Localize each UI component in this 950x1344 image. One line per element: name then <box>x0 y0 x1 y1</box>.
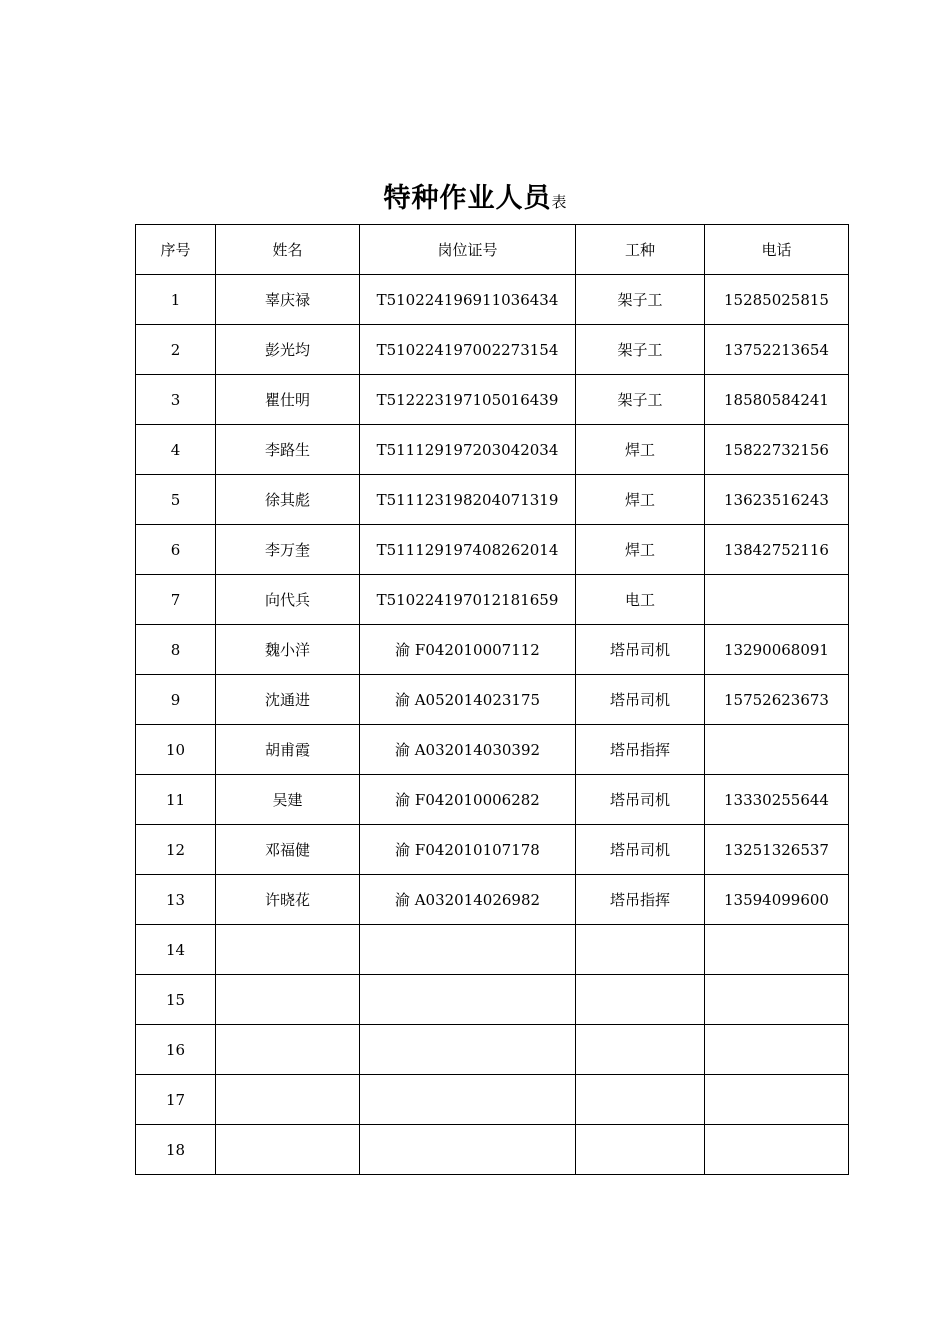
cell-cert: 渝 A032014030392 <box>360 725 576 775</box>
table-row <box>136 275 849 325</box>
cell-trade: 架子工 <box>576 375 705 425</box>
cell-name <box>216 1125 360 1175</box>
table-row <box>136 775 849 825</box>
cell-cert <box>360 1075 576 1125</box>
table-row <box>136 625 849 675</box>
cell-index: 18 <box>136 1125 216 1175</box>
cell-cert: T510224197002273154 <box>360 325 576 375</box>
cell-cert: 渝 F042010107178 <box>360 825 576 875</box>
table-row <box>136 675 849 725</box>
cell-cert <box>360 1125 576 1175</box>
cell-name: 李万奎 <box>216 525 360 575</box>
cell-name: 辜庆禄 <box>216 275 360 325</box>
cell-cert: 渝 F042010007112 <box>360 625 576 675</box>
cell-index: 8 <box>136 625 216 675</box>
cell-trade <box>576 1125 705 1175</box>
table-row <box>136 725 849 775</box>
cell-index: 2 <box>136 325 216 375</box>
cell-phone <box>705 725 849 775</box>
table-row <box>136 875 849 925</box>
table-row <box>136 425 849 475</box>
cell-phone <box>705 1025 849 1075</box>
table-header-row <box>136 225 849 275</box>
cell-name <box>216 975 360 1025</box>
cell-cert: 渝 F042010006282 <box>360 775 576 825</box>
cell-trade: 塔吊司机 <box>576 825 705 875</box>
cell-trade <box>576 975 705 1025</box>
cell-index: 1 <box>136 275 216 325</box>
table-row <box>136 1125 849 1175</box>
cell-cert: T510224196911036434 <box>360 275 576 325</box>
cell-trade: 塔吊司机 <box>576 775 705 825</box>
cell-phone: 13842752116 <box>705 525 849 575</box>
table-row <box>136 325 849 375</box>
table-row <box>136 575 849 625</box>
cell-cert: T511129197408262014 <box>360 525 576 575</box>
cell-phone <box>705 1125 849 1175</box>
cell-index: 16 <box>136 1025 216 1075</box>
cell-phone: 15752623673 <box>705 675 849 725</box>
cell-cert <box>360 925 576 975</box>
table-row <box>136 475 849 525</box>
table-row <box>136 375 849 425</box>
cell-index: 9 <box>136 675 216 725</box>
cell-name <box>216 1025 360 1075</box>
header-phone: 电话 <box>705 225 849 275</box>
cell-phone <box>705 1075 849 1125</box>
personnel-table <box>135 224 849 1175</box>
cell-index: 12 <box>136 825 216 875</box>
cell-phone: 13623516243 <box>705 475 849 525</box>
cell-name: 李路生 <box>216 425 360 475</box>
cell-name <box>216 1075 360 1125</box>
cell-cert: T512223197105016439 <box>360 375 576 425</box>
cell-cert <box>360 1025 576 1075</box>
cell-index: 14 <box>136 925 216 975</box>
cell-cert: 渝 A052014023175 <box>360 675 576 725</box>
cell-phone <box>705 575 849 625</box>
title-suffix: 表 <box>551 193 567 211</box>
cell-cert: T511129197203042034 <box>360 425 576 475</box>
cell-index: 15 <box>136 975 216 1025</box>
cell-name: 许晓花 <box>216 875 360 925</box>
table-row <box>136 975 849 1025</box>
table-row <box>136 1075 849 1125</box>
cell-index: 6 <box>136 525 216 575</box>
page-title <box>0 180 950 221</box>
cell-trade: 塔吊司机 <box>576 625 705 675</box>
cell-trade: 塔吊司机 <box>576 675 705 725</box>
cell-cert <box>360 975 576 1025</box>
cell-name: 向代兵 <box>216 575 360 625</box>
cell-phone <box>705 925 849 975</box>
cell-phone: 13330255644 <box>705 775 849 825</box>
cell-cert: T511123198204071319 <box>360 475 576 525</box>
cell-phone: 15822732156 <box>705 425 849 475</box>
cell-phone: 18580584241 <box>705 375 849 425</box>
cell-trade: 架子工 <box>576 275 705 325</box>
cell-trade: 塔吊指挥 <box>576 725 705 775</box>
cell-index: 4 <box>136 425 216 475</box>
header-index: 序号 <box>136 225 216 275</box>
cell-phone: 13290068091 <box>705 625 849 675</box>
table-row <box>136 925 849 975</box>
cell-trade: 架子工 <box>576 325 705 375</box>
cell-phone: 13752213654 <box>705 325 849 375</box>
cell-index: 3 <box>136 375 216 425</box>
cell-trade <box>576 1075 705 1125</box>
cell-index: 10 <box>136 725 216 775</box>
table-row <box>136 825 849 875</box>
cell-cert: T510224197012181659 <box>360 575 576 625</box>
header-cert: 岗位证号 <box>360 225 576 275</box>
cell-name: 吴建 <box>216 775 360 825</box>
cell-trade: 塔吊指挥 <box>576 875 705 925</box>
cell-trade <box>576 1025 705 1075</box>
cell-index: 13 <box>136 875 216 925</box>
cell-cert: 渝 A032014026982 <box>360 875 576 925</box>
header-name: 姓名 <box>216 225 360 275</box>
cell-name: 胡甫霞 <box>216 725 360 775</box>
cell-index: 7 <box>136 575 216 625</box>
title-main: 特种作业人员 <box>383 183 552 214</box>
cell-name <box>216 925 360 975</box>
cell-phone: 15285025815 <box>705 275 849 325</box>
cell-trade: 焊工 <box>576 425 705 475</box>
cell-phone: 13251326537 <box>705 825 849 875</box>
cell-name: 瞿仕明 <box>216 375 360 425</box>
cell-trade: 焊工 <box>576 525 705 575</box>
cell-phone <box>705 975 849 1025</box>
cell-index: 17 <box>136 1075 216 1125</box>
cell-index: 5 <box>136 475 216 525</box>
table-body <box>136 275 849 1175</box>
cell-name: 徐其彪 <box>216 475 360 525</box>
cell-trade <box>576 925 705 975</box>
cell-name: 彭光均 <box>216 325 360 375</box>
cell-trade: 焊工 <box>576 475 705 525</box>
cell-index: 11 <box>136 775 216 825</box>
table-row <box>136 525 849 575</box>
cell-trade: 电工 <box>576 575 705 625</box>
header-trade: 工种 <box>576 225 705 275</box>
cell-name: 邓福健 <box>216 825 360 875</box>
cell-name: 魏小洋 <box>216 625 360 675</box>
cell-name: 沈通进 <box>216 675 360 725</box>
cell-phone: 13594099600 <box>705 875 849 925</box>
table-row <box>136 1025 849 1075</box>
